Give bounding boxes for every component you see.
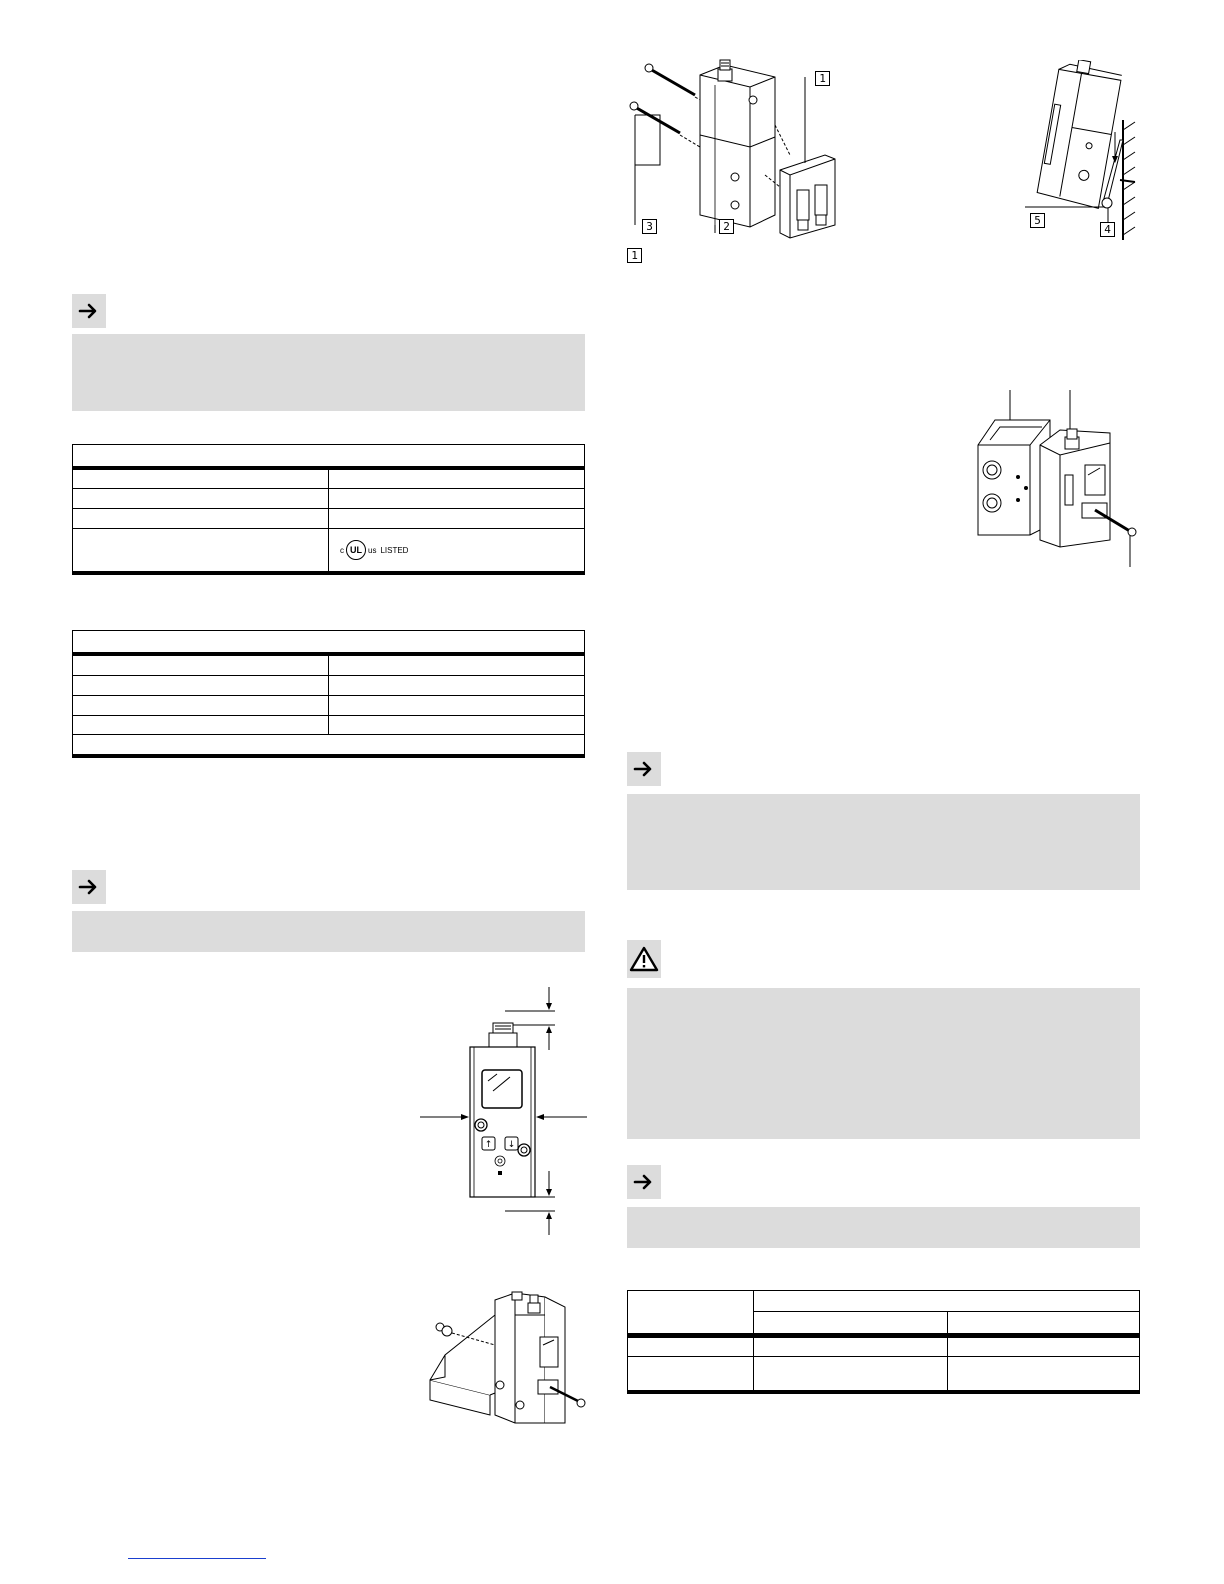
note-box	[72, 911, 585, 952]
note-box	[627, 794, 1140, 890]
approval-table	[72, 444, 585, 575]
callout-label: 2	[719, 219, 734, 234]
svg-text:↓: ↓	[507, 1140, 516, 1150]
note-arrow-icon	[72, 294, 106, 328]
note-box	[627, 1207, 1140, 1248]
note-arrow-icon	[72, 870, 106, 904]
exploded-view-drawing	[625, 55, 840, 240]
ul-listed: LISTED	[380, 545, 409, 555]
tightening-torque-table	[627, 1290, 1140, 1395]
callout-label: 4	[1100, 222, 1115, 237]
warning-box	[627, 988, 1140, 1139]
bracket-mount-drawing	[420, 1285, 590, 1430]
manifold-assembly-drawing	[970, 385, 1140, 570]
note-box	[72, 334, 585, 411]
callout-label: 1	[627, 248, 642, 263]
spec-table	[72, 630, 585, 759]
footer-link-underline[interactable]	[128, 1558, 266, 1559]
callout-label: 5	[1030, 213, 1045, 228]
warning-triangle-icon	[627, 940, 661, 978]
ul-us: us	[368, 545, 377, 555]
front-view-dimension-drawing	[415, 985, 590, 1240]
callout-label: 1	[815, 71, 830, 86]
svg-text:↑: ↑	[484, 1140, 493, 1150]
note-arrow-icon	[627, 752, 661, 786]
ul-c: c	[340, 545, 344, 555]
callout-label: 3	[642, 219, 657, 234]
ul-listed-mark	[340, 540, 408, 560]
ul-circle-icon: UL	[346, 540, 366, 560]
note-arrow-icon	[627, 1165, 661, 1199]
